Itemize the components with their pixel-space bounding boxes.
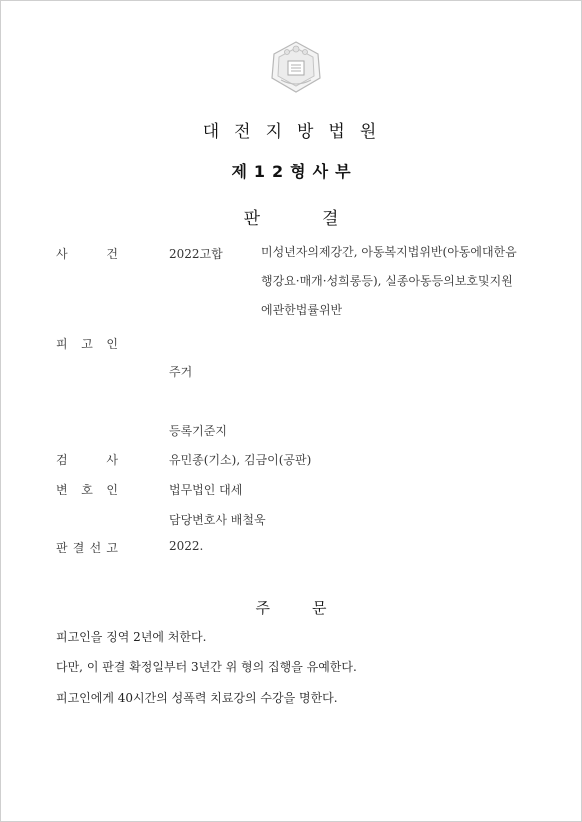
ruling-line: 피고인에게 40시간의 성폭력 치료강의 수강을 명한다.: [56, 691, 338, 705]
case-name-line: 행강요·매개·성희롱등), 실종아동등의보호및지원: [261, 274, 513, 288]
label-char: 호: [81, 483, 93, 497]
counsel-label: [56, 481, 118, 498]
label-char: 인: [106, 483, 118, 497]
ruling-line: 피고인을 징역 2년에 처한다.: [56, 630, 207, 644]
document-type: 판결: [243, 209, 401, 229]
label-char: 결: [72, 541, 85, 555]
case-number: 2022고합: [169, 247, 223, 261]
label-char: 사: [56, 247, 68, 261]
sentencing-label: [56, 539, 118, 556]
court-name: 대전지방법원: [202, 122, 392, 142]
label-char: 피: [56, 337, 68, 351]
ruling-line: 다만, 이 판결 확정일부터 3년간 위 형의 집행을 유예한다.: [56, 660, 357, 674]
ruling-heading: 주문: [255, 599, 369, 617]
label-char: 사: [106, 453, 118, 467]
case-label: [56, 245, 118, 262]
prosecutor-value: 유민종(기소), 김금이(공판): [169, 453, 312, 467]
label-char: 고: [106, 541, 118, 555]
sentencing-date: 2022.: [169, 539, 204, 553]
division-name: 제12형사부: [231, 162, 358, 181]
label-char: 선: [89, 541, 102, 555]
registry-label: 등록기준지: [169, 424, 227, 438]
label-char: 건: [106, 247, 118, 261]
label-char: 변: [56, 483, 68, 497]
case-name: [261, 238, 541, 325]
counsel-firm: 법무법인 대세: [169, 483, 243, 497]
court-emblem-icon: [267, 38, 325, 96]
label-char: 인: [106, 337, 118, 351]
case-name-line: 미성년자의제강간, 아동복지법위반(아동에대한음: [261, 245, 517, 259]
address-label: 주거: [169, 365, 193, 379]
label-char: 검: [56, 453, 68, 467]
prosecutor-label: [56, 451, 118, 468]
case-name-line: 에관한법률위반: [261, 303, 343, 317]
label-char: 고: [81, 337, 93, 351]
defendant-label: [56, 335, 118, 352]
counsel-lawyer: 담당변호사 배철욱: [169, 513, 266, 527]
label-char: 판: [56, 541, 68, 555]
